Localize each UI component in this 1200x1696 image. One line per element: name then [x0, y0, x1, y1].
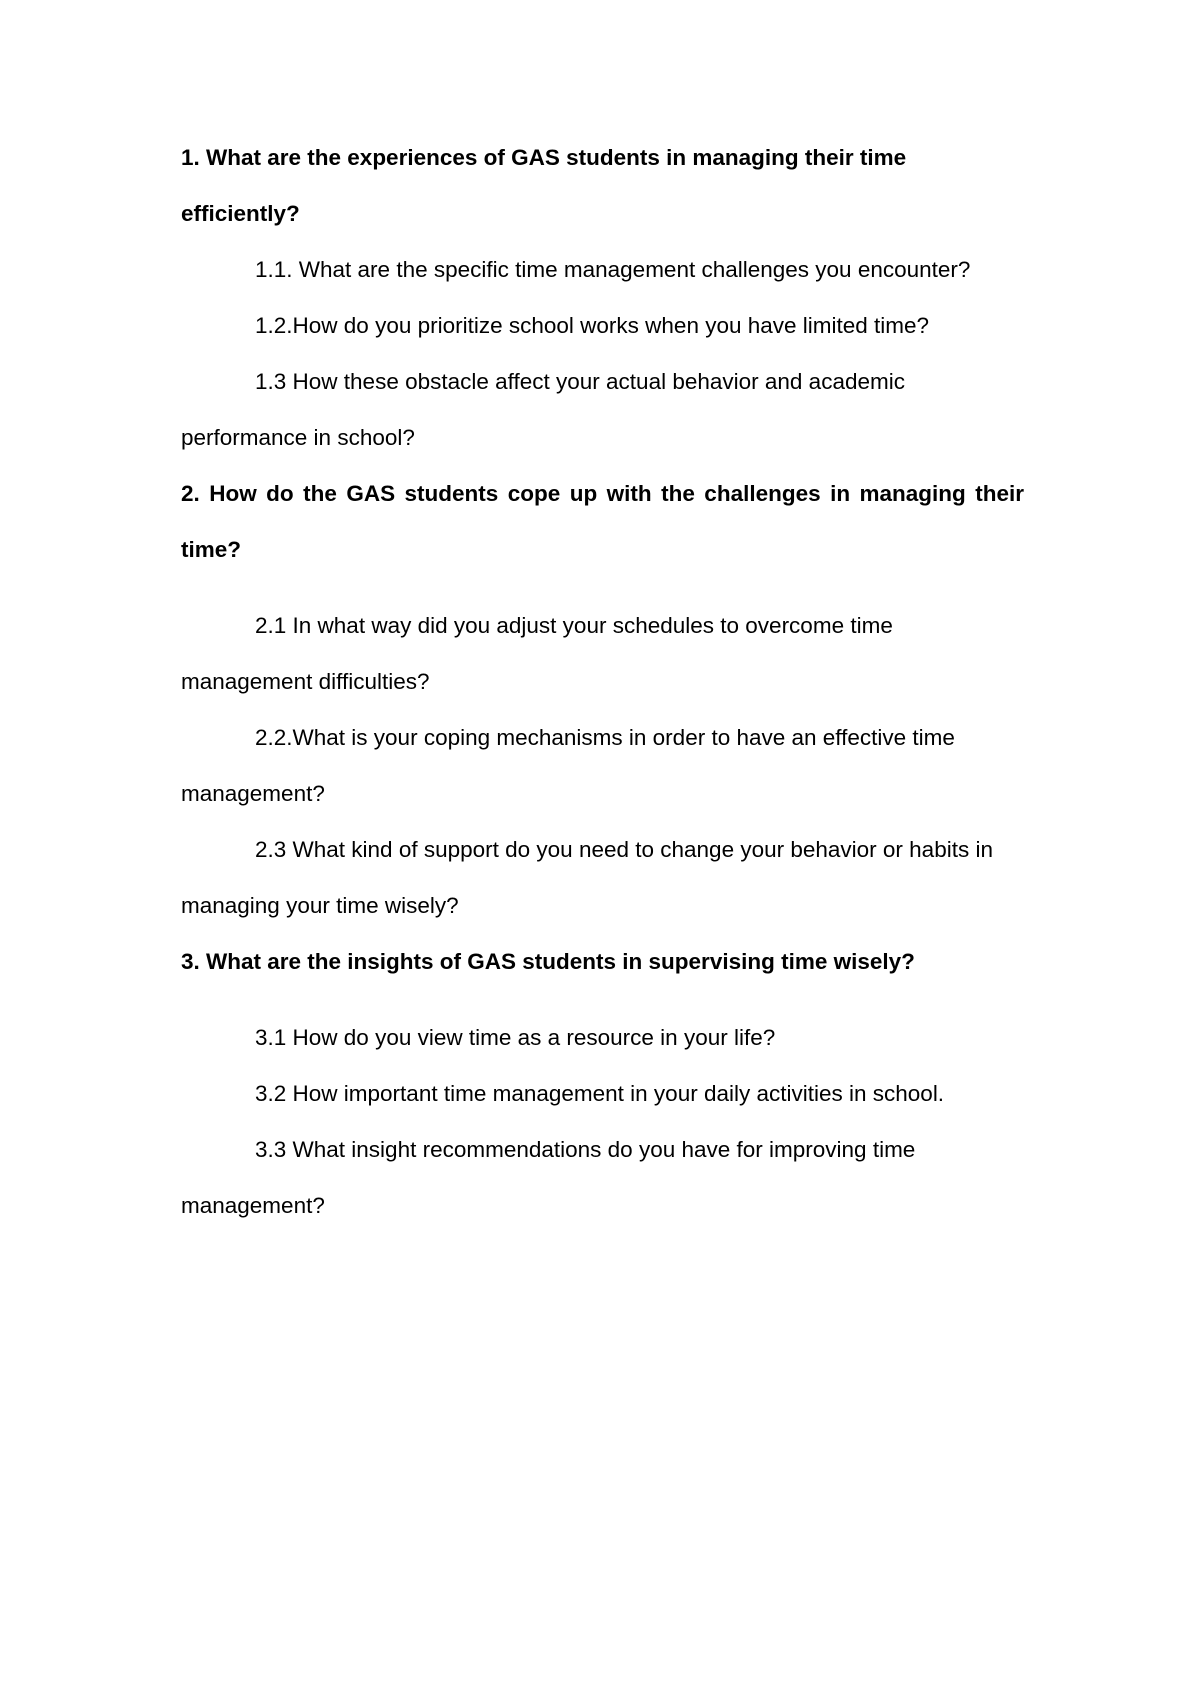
subquestion-3-3: 3.3 What insight recommendations do you have for improving time management?	[181, 1137, 916, 1218]
subquestion-3-1: 3.1 How do you view time as a resource in your life?	[255, 1025, 776, 1050]
subquestion-1-2: 1.2.How do you prioritize school works when you have limited time?	[255, 313, 930, 338]
subquestion-3-2: 3.2 How important time management in your daily activities in school.	[255, 1081, 945, 1106]
subquestion-1-3: 1.3 How these obstacle affect your actual behavior and academic performance in school?	[181, 369, 905, 450]
subquestion-2-1: 2.1 In what way did you adjust your schedules to overcome time management difficulties?	[181, 613, 893, 694]
subquestion-1-1: 1.1. What are the specific time management challenges you encounter?	[255, 257, 971, 282]
question-3: 3. What are the insights of GAS students in supervising time wisely?	[181, 949, 915, 974]
question-2: 2. How do the GAS students cope up with the challenges in managing their time?	[181, 481, 1024, 562]
subquestion-2-2: 2.2.What is your coping mechanisms in order to have an effective time management?	[181, 725, 955, 806]
question-1: 1. What are the experiences of GAS students in managing their time efficiently?	[181, 145, 907, 226]
subquestion-2-3: 2.3 What kind of support do you need to change your behavior or habits in managing your time wisely?	[181, 837, 993, 918]
research-questions	[181, 130, 1024, 1234]
